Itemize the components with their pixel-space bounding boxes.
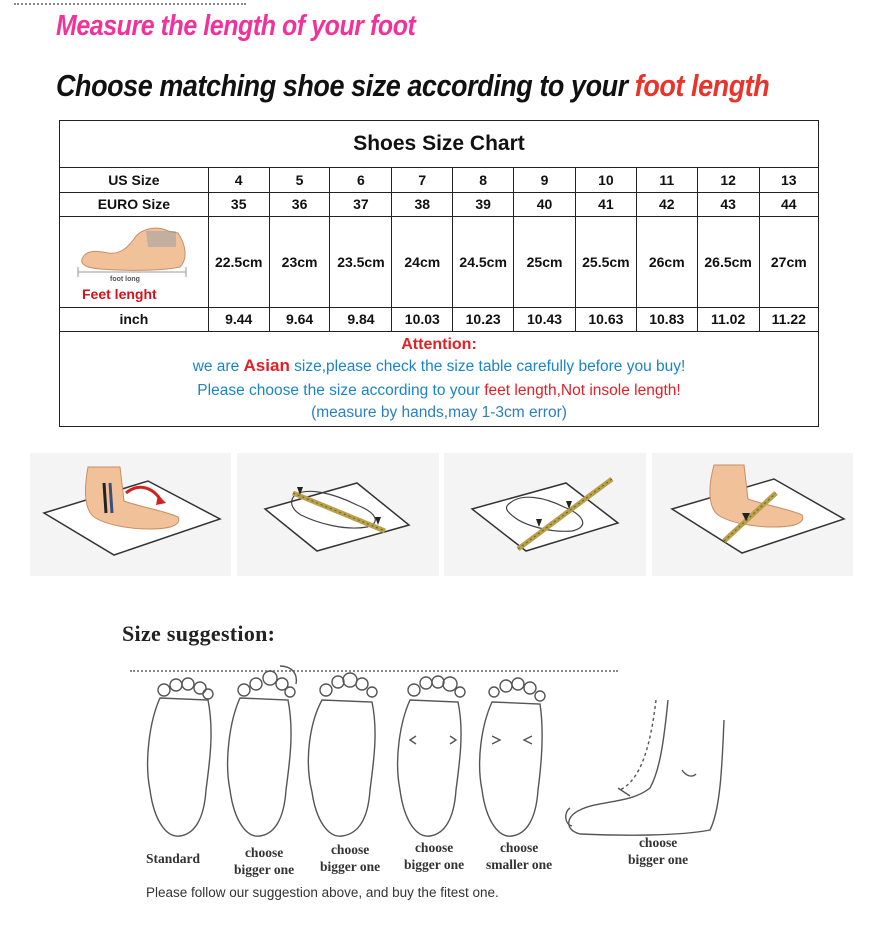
foot-length-cell: 25.5cm [575,216,636,307]
inch-cell: 10.03 [392,307,453,331]
label-choose: choose [638,835,678,850]
inch-cell: 9.64 [269,307,330,331]
measure-step-4-illustration [652,453,853,576]
foot-length-cell: 23.5cm [330,216,392,307]
foot-length-cell: 24cm [392,216,453,307]
inch-cell: 10.43 [514,307,576,331]
attention-line-1-c: size,please check the size table carefully before you buy! [289,358,686,375]
inch-row [60,307,818,331]
attention-asian: Asian [243,356,290,375]
attention-line-2-b: feet length,Not insole length! [484,382,681,399]
euro-size-cell: 36 [269,192,330,216]
foot-wide-icon [308,700,375,836]
us-size-cell: 9 [514,168,576,192]
size-table [60,168,818,332]
us-size-cell: 6 [330,168,392,192]
foot-suggestion-illustration [120,660,760,850]
inch-cell: 9.44 [208,307,269,331]
inch-cell: 10.23 [453,307,514,331]
attention-title: Attention: [401,336,477,353]
foot-measure-icon [76,221,194,283]
measure-step-1-illustration [30,453,231,576]
foot-length-cell: 26.5cm [697,216,759,307]
us-size-cell: 4 [208,168,269,192]
attention-line-2 [60,379,818,403]
euro-size-cell: 43 [697,192,759,216]
us-size-cell: 10 [575,168,636,192]
foot-standard-icon [148,698,211,836]
label-choose: choose [244,845,284,860]
choose-title-accent: foot length [634,68,770,103]
euro-size-cell: 39 [453,192,514,216]
measure-step-4 [652,453,853,576]
label-choose-bigger-1 [234,844,294,878]
inch-label: inch [60,307,208,331]
us-size-cell: 11 [636,168,697,192]
label-smaller-one: smaller one [486,857,553,872]
attention-line-2-a: Please choose the size according to your [197,382,485,399]
feet-length-label: Feet lenght [82,285,157,302]
foot-high-instep-icon [569,700,724,835]
us-size-label: US Size [60,168,208,192]
us-size-cell: 5 [269,168,330,192]
measure-step-3-illustration [444,453,646,576]
foot-length-cell: 23cm [269,216,330,307]
label-standard: Standard [146,851,201,866]
euro-size-cell: 41 [575,192,636,216]
foot-long-toe-icon [228,698,291,836]
measure-title: Measure the length of your foot [56,10,416,42]
us-size-cell: 8 [453,168,514,192]
attention-line-1 [60,354,818,379]
euro-size-cell: 35 [208,192,269,216]
label-bigger-one: bigger one [320,859,381,874]
euro-size-cell: 38 [392,192,453,216]
inch-cell: 11.02 [697,307,759,331]
inch-cell: 10.83 [636,307,697,331]
follow-suggestion-text: Please follow our suggestion above, and buy the fitest one. [146,885,499,900]
foot-length-cell: 25cm [514,216,576,307]
label-bigger-one: bigger one [234,862,295,877]
foot-long-label: foot long [110,275,140,283]
euro-size-label: EURO Size [60,192,208,216]
foot-length-cell: 26cm [636,216,697,307]
label-choose: choose [414,840,454,855]
us-size-cell: 12 [697,168,759,192]
top-dotted-border [14,0,246,5]
euro-size-cell: 37 [330,192,392,216]
us-size-cell: 7 [392,168,453,192]
measure-step-2-illustration [237,453,439,576]
label-choose-smaller [486,839,552,873]
inch-cell: 10.63 [575,307,636,331]
chart-title: Shoes Size Chart [60,121,818,168]
size-suggestion-title: Size suggestion: [122,621,276,646]
euro-size-cell: 40 [514,192,576,216]
euro-size-row [60,192,818,216]
choose-title-prefix: Choose matching shoe size according to your [56,68,635,103]
inch-cell: 11.22 [759,307,818,331]
foot-length-label-cell [60,216,208,307]
foot-length-cell: 22.5cm [208,216,269,307]
euro-size-cell: 44 [759,192,818,216]
label-choose-bigger-3 [404,839,464,873]
foot-length-cell: 24.5cm [453,216,514,307]
label-choose-bigger-2 [320,841,380,875]
attention-box [60,333,818,427]
us-size-row [60,168,818,192]
size-chart [59,120,819,427]
foot-narrow-arrows-icon [480,702,543,836]
label-choose: choose [330,842,370,857]
euro-size-cell: 42 [636,192,697,216]
foot-wide-arrows-icon [398,700,461,836]
measure-step-2 [237,453,439,576]
label-choose: choose [499,840,539,855]
label-bigger-one: bigger one [404,857,465,872]
label-choose-bigger-4 [628,834,688,868]
us-size-cell: 13 [759,168,818,192]
attention-line-3: (measure by hands,may 1-3cm error) [311,404,567,421]
attention-line-1-a: we are [192,358,244,375]
measure-step-3 [444,453,646,576]
foot-length-row [60,216,818,307]
measure-step-1 [30,453,231,576]
choose-title [56,68,769,104]
label-bigger-one: bigger one [628,852,689,867]
foot-length-cell: 27cm [759,216,818,307]
inch-cell: 9.84 [330,307,392,331]
